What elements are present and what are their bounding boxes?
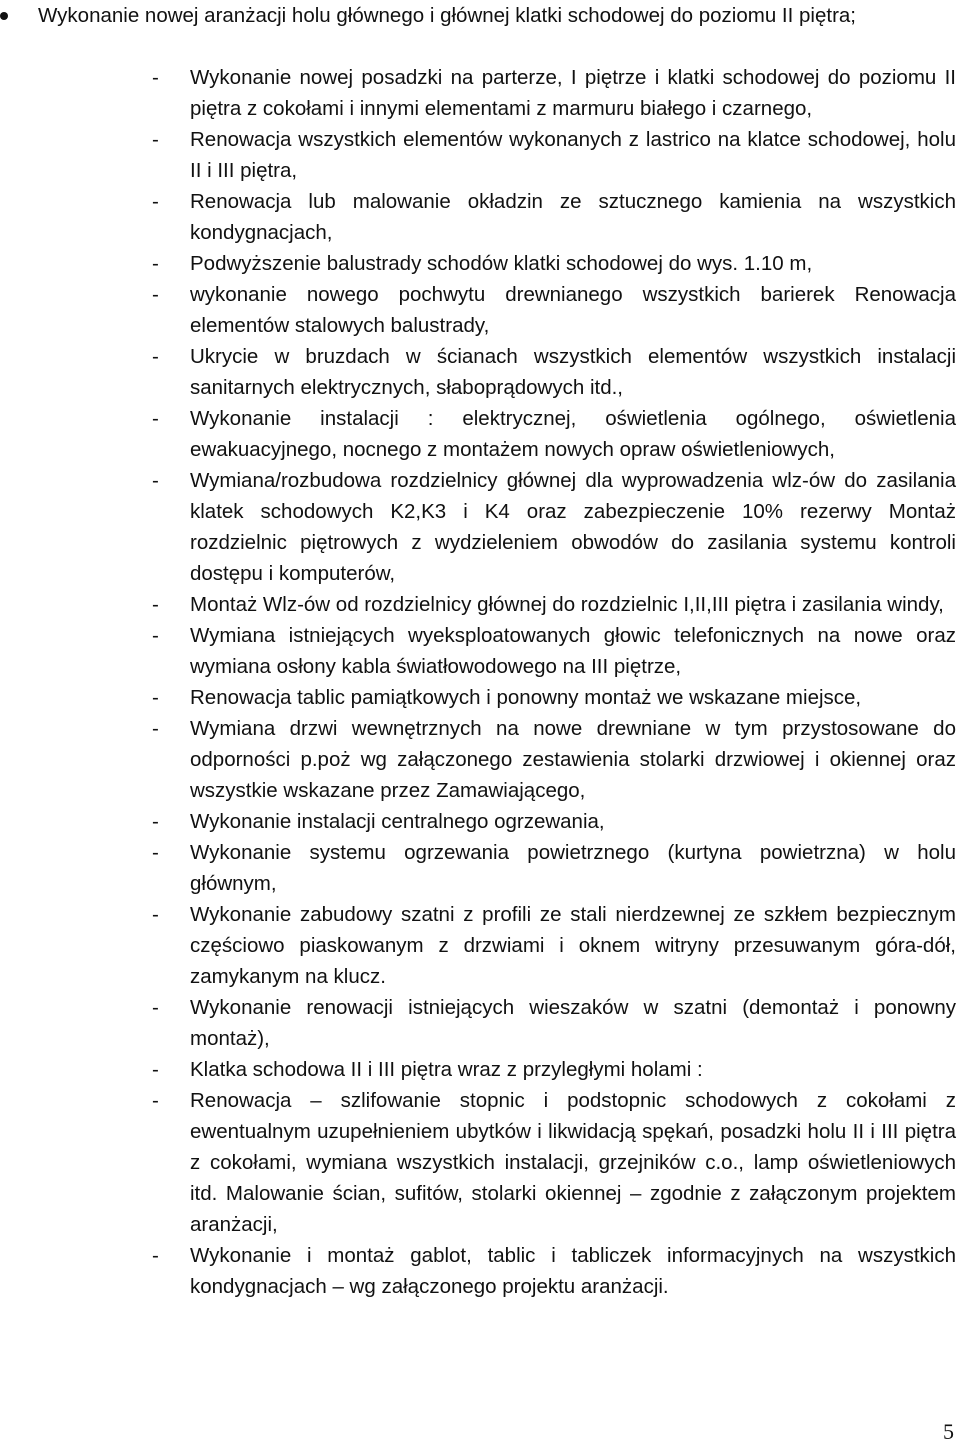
sub-list-item — [0, 589, 960, 620]
dash-marker: - — [152, 1089, 159, 1112]
dash-marker: - — [152, 810, 159, 833]
sub-list-item-text: Wykonanie i montaż gablot, tablic i tabliczek informacyjnych na wszystkich kondygnacjach – wg załączonego projektu aranżacji. — [190, 1244, 956, 1298]
dash-marker: - — [152, 903, 159, 926]
sub-list-item — [0, 899, 960, 992]
sub-list-item-text: Montaż Wlz-ów od rozdzielnicy głównej do rozdzielnic I,II,III piętra i zasilania windy, — [190, 593, 944, 616]
sub-list-item — [0, 403, 960, 465]
sub-list-item — [0, 713, 960, 806]
sub-list-item-text: Wymiana/rozbudowa rozdzielnicy głównej dla wyprowadzenia wlz-ów do zasilania klatek schodowych K2,K3 i K4 oraz zabezpieczenie 10% rezerwy Montaż rozdzielnic piętrowych z wydzieleniem obwodów do zasilania systemu kontroli dostępu i komputerów, — [190, 469, 956, 585]
sub-list-item-text: Wymiana drzwi wewnętrznych na nowe drewniane w tym przystosowane do odporności p.poż wg załączonego zestawienia stolarki drzwiowej i okiennej oraz wszystkie wskazane przez Zamawiającego, — [190, 717, 956, 802]
sub-list-item — [0, 1054, 960, 1085]
sub-list-item-text: Wykonanie instalacji : elektrycznej, oświetlenia ogólnego, oświetlenia ewakuacyjnego, nocnego z montażem nowych opraw oświetleniowych, — [190, 407, 956, 461]
sub-list-item-text: Renowacja lub malowanie okładzin ze sztucznego kamienia na wszystkich kondygnacjach, — [190, 190, 956, 244]
sub-list-item — [0, 1085, 960, 1240]
sub-list-item — [0, 620, 960, 682]
dash-marker: - — [152, 128, 159, 151]
sub-list-item-text: Wykonanie systemu ogrzewania powietrznego (kurtyna powietrzna) w holu głównym, — [190, 841, 956, 895]
sub-list-item — [0, 62, 960, 124]
sub-list-item-text: Wymiana istniejących wyeksploatowanych głowic telefonicznych na nowe oraz wymiana osłony kabla światłowodowego na III piętrze, — [190, 624, 956, 678]
dash-marker: - — [152, 252, 159, 275]
sub-list-item — [0, 124, 960, 186]
sub-list-item — [0, 682, 960, 713]
dash-marker: - — [152, 283, 159, 306]
sub-list-item-text: Renowacja wszystkich elementów wykonanych z lastrico na klatce schodowej, holu II i III piętra, — [190, 128, 956, 182]
sub-list-item-text: Renowacja – szlifowanie stopnic i podstopnic schodowych z cokołami z ewentualnym uzupełnieniem ubytków i likwidacją spękań, posadzki holu II i III piętra z cokołami, wymiana wszystkich instalacji, grzejników c.o., lamp oświetleniowych itd. Malowanie ścian, sufitów, stolarki okiennej – zgodnie z załączonym projektem aranżacji, — [190, 1089, 956, 1236]
sub-list-item — [0, 341, 960, 403]
sub-list-item — [0, 248, 960, 279]
sub-list-item — [0, 186, 960, 248]
dash-marker: - — [152, 996, 159, 1019]
dash-marker: - — [152, 469, 159, 492]
bullet-icon — [0, 12, 8, 20]
sub-list-item — [0, 465, 960, 589]
sub-list-item-text: Renowacja tablic pamiątkowych i ponowny montaż we wskazane miejsce, — [190, 686, 862, 709]
sub-list-item-text: Wykonanie renowacji istniejących wieszaków w szatni (demontaż i ponowny montaż), — [190, 996, 956, 1050]
sub-list-item-text: Podwyższenie balustrady schodów klatki schodowej do wys. 1.10 m, — [190, 252, 813, 275]
sub-list-item-text: wykonanie nowego pochwytu drewnianego wszystkich barierek Renowacja elementów stalowych balustrady, — [190, 283, 956, 337]
dash-marker: - — [152, 841, 159, 864]
sub-list — [0, 62, 960, 1302]
dash-marker: - — [152, 407, 159, 430]
sub-list-item — [0, 837, 960, 899]
dash-marker: - — [152, 1244, 159, 1267]
dash-marker: - — [152, 593, 159, 616]
page-number: 5 — [943, 1419, 954, 1444]
sub-list-item — [0, 992, 960, 1054]
dash-marker: - — [152, 1058, 159, 1081]
sub-list-item-text: Wykonanie instalacji centralnego ogrzewania, — [190, 810, 605, 833]
sub-list-item — [0, 1240, 960, 1302]
dash-marker: - — [152, 190, 159, 213]
dash-marker: - — [152, 686, 159, 709]
sub-list-item-text: Wykonanie zabudowy szatni z profili ze stali nierdzewnej ze szkłem bezpiecznym częściowo piaskowanym z drzwiami i oknem witryny przesuwanym góra-dół, zamykanym na klucz. — [190, 903, 956, 988]
sub-list-item-text: Wykonanie nowej posadzki na parterze, I piętrze i klatki schodowej do poziomu II piętra z cokołami i innymi elementami z marmuru białego i czarnego, — [190, 66, 956, 120]
dash-marker: - — [152, 345, 159, 368]
main-list-item: Wykonanie nowej aranżacji holu głównego i głównej klatki schodowej do poziomu II piętra; — [38, 4, 856, 27]
dash-marker: - — [152, 717, 159, 740]
sub-list-item-text: Ukrycie w bruzdach w ścianach wszystkich elementów wszystkich instalacji sanitarnych elektrycznych, słaboprądowych itd., — [190, 345, 956, 399]
sub-list-item-text: Klatka schodowa II i III piętra wraz z przyległymi holami : — [190, 1058, 703, 1081]
sub-list-item — [0, 279, 960, 341]
sub-list-item — [0, 806, 960, 837]
dash-marker: - — [152, 66, 159, 89]
dash-marker: - — [152, 624, 159, 647]
